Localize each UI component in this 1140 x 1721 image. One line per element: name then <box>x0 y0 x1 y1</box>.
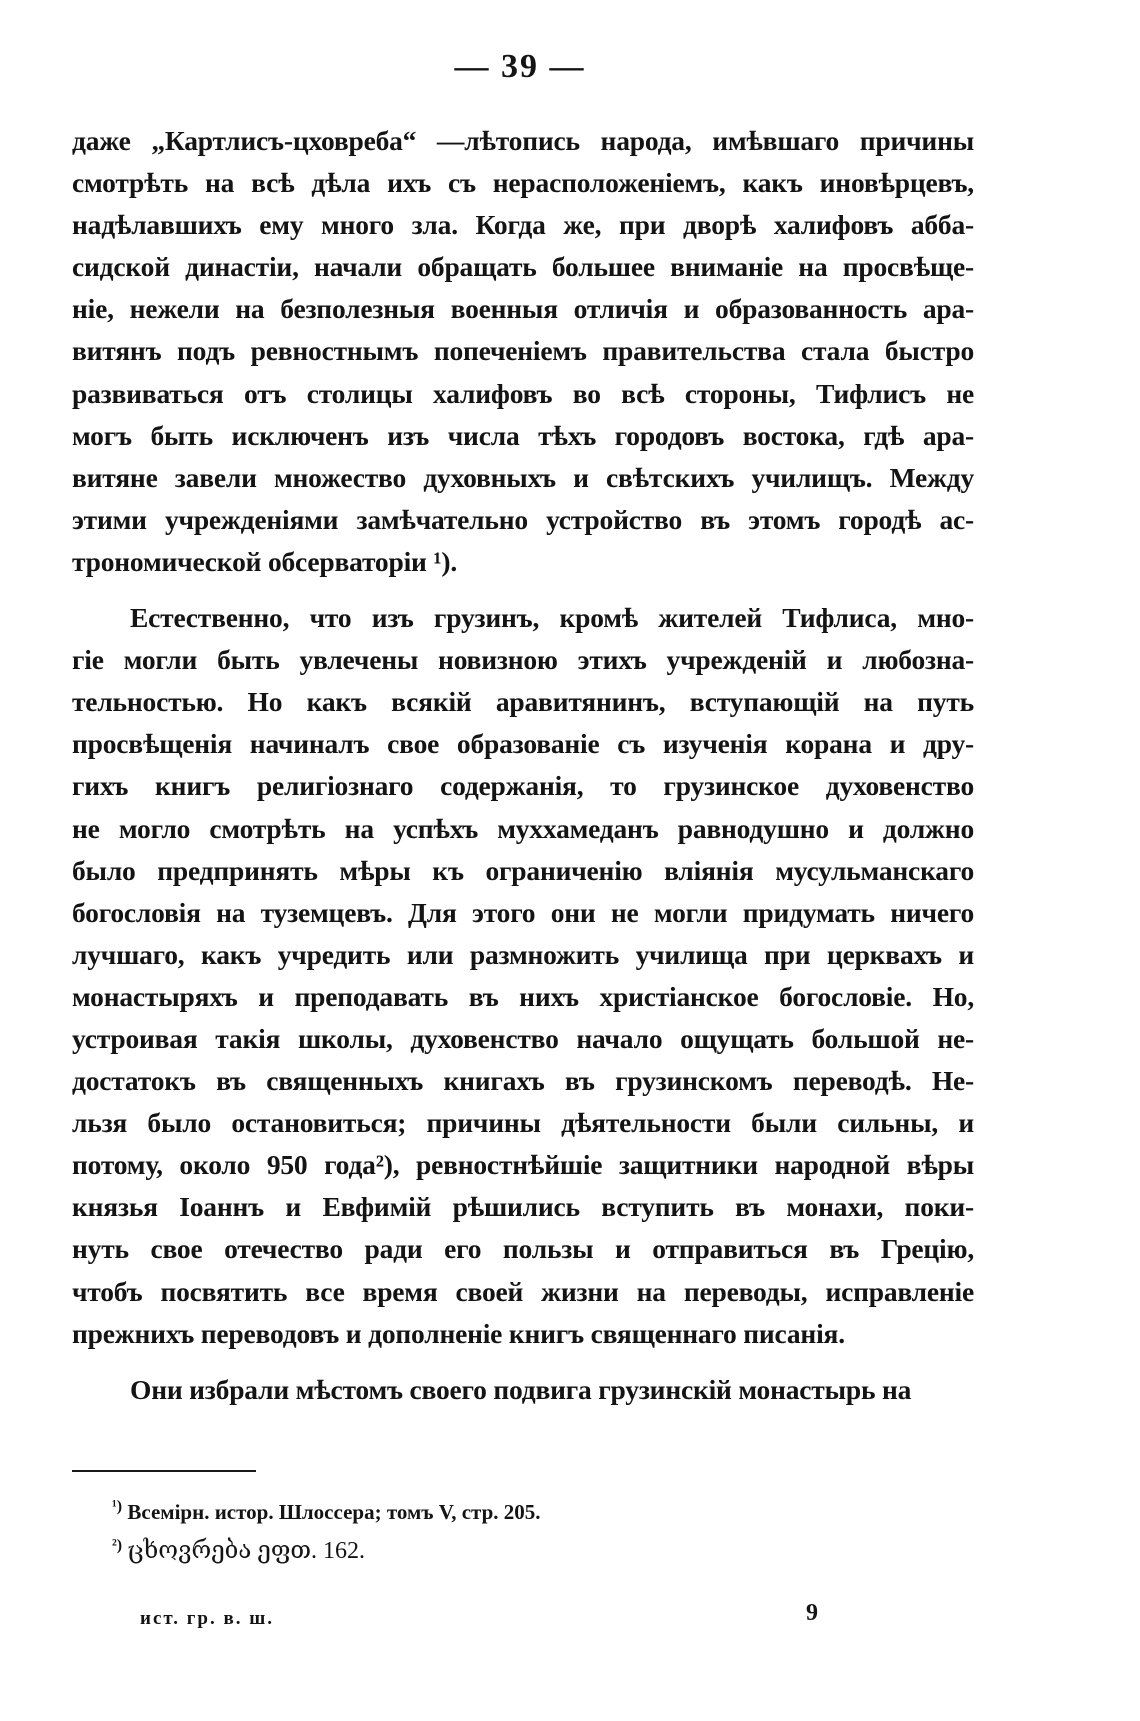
text-line: монастыряхъ и преподавать въ нихъ христіанское богословіе. Но, <box>72 980 974 1012</box>
text-line: даже „Картлисъ-цховреба“ —лѣтопись народа, имѣвшаго причины <box>72 125 974 156</box>
text-line: развиваться отъ столицы халифовъ во всѣ стороны, Тифлисъ не <box>72 377 974 409</box>
footnotes <box>112 1490 892 1568</box>
paragraph <box>72 597 974 1355</box>
footnote-1 <box>112 1490 892 1529</box>
text-line: было предпринять мѣры къ ограниченію вліянія мусульманскаго <box>72 854 974 886</box>
footnote-text: ცხოვრება ეფთ. 162. <box>127 1538 366 1564</box>
text-line: этими учрежденіями замѣчательно устройство въ этомъ городѣ ас- <box>72 503 974 535</box>
text-line: не могло смотрѣть на успѣхъ муххамеданъ равнодушно и должно <box>72 812 974 844</box>
page-number: — 39 — <box>454 48 586 85</box>
text-line: льзя было остановиться; причины дѣятельности были сильны, и <box>72 1107 974 1139</box>
text-line: гіе могли быть увлечены новизною этихъ учрежденій и любозна- <box>72 644 974 676</box>
text-line: прежнихъ переводовъ и дополненіе книгъ священнаго писанія. <box>72 1317 845 1349</box>
text-line: тельностью. Но какъ всякій аравитянинъ, вступающій на путь <box>72 686 974 718</box>
footnote-mark: ¹) <box>112 1498 123 1515</box>
text-line: смотрѣть на всѣ дѣла ихъ съ нерасположеніемъ, какъ иновѣрцевъ, <box>72 167 974 199</box>
paragraph-gap <box>72 1355 974 1369</box>
text-line: князья Іоаннъ и Евфимій рѣшились вступить въ монахи, поки- <box>72 1191 974 1223</box>
footnote-divider <box>72 1470 256 1472</box>
text-line: нуть свое отечество ради его пользы и отправиться въ Грецію, <box>72 1233 974 1265</box>
text-line: ніе, нежели на безполезныя военныя отличія и образованность ара- <box>72 293 974 325</box>
text-line: богословія на туземцевъ. Для этого они не могли придумать ничего <box>72 896 974 928</box>
paragraph-gap <box>72 583 974 597</box>
printer-signature: ист. гр. в. ш. <box>140 1608 275 1629</box>
text-line: витянъ подъ ревностнымъ попеченіемъ правительства стала быстро <box>72 335 974 367</box>
text-line: витяне завели множество духовныхъ и свѣтскихъ училищъ. Между <box>72 461 974 493</box>
text-line: гихъ книгъ религіознаго содержанія, то грузинское духовенство <box>72 770 974 802</box>
footnote-mark: ²) <box>112 1537 123 1554</box>
text-line: лучшаго, какъ учредить или размножить училища при церквахъ и <box>72 938 974 970</box>
text-line: могъ быть исключенъ изъ числа тѣхъ городовъ востока, гдѣ ара- <box>72 419 974 451</box>
paragraph <box>72 120 974 583</box>
paragraph <box>72 1369 974 1411</box>
text-line: достатокъ въ священныхъ книгахъ въ грузинскомъ переводѣ. Не- <box>72 1065 974 1097</box>
text-line: устроивая такія школы, духовенство начало ощущать большой не- <box>72 1022 974 1054</box>
text-line: Естественно, что изъ грузинъ, кромѣ жителей Тифлиса, мно- <box>130 602 974 634</box>
text-line: сидской династіи, начали обращать большее вниманіе на просвѣще- <box>72 251 974 283</box>
text-line: просвѣщенія начиналъ свое образованіе съ изученія корана и дру- <box>72 728 974 760</box>
footnote-text: Всемірн. истор. Шлоссера; томъ V, стр. 205. <box>127 1500 541 1524</box>
body-text <box>72 120 974 1411</box>
text-line: надѣлавшихъ ему много зла. Когда же, при дворѣ халифовъ абба- <box>72 209 974 241</box>
text-line: чтобъ посвятить все время своей жизни на переводы, исправленіе <box>72 1275 974 1307</box>
footnote-2 <box>112 1529 892 1568</box>
text-line: потому, около 950 года²), ревностнѣйшіе защитники народной вѣры <box>72 1149 974 1181</box>
signature-number: 9 <box>806 1600 818 1626</box>
text-line: Они избрали мѣстомъ своего подвига грузинскій монастырь на <box>130 1373 912 1405</box>
text-line: трономической обсерваторіи ¹). <box>72 545 458 577</box>
